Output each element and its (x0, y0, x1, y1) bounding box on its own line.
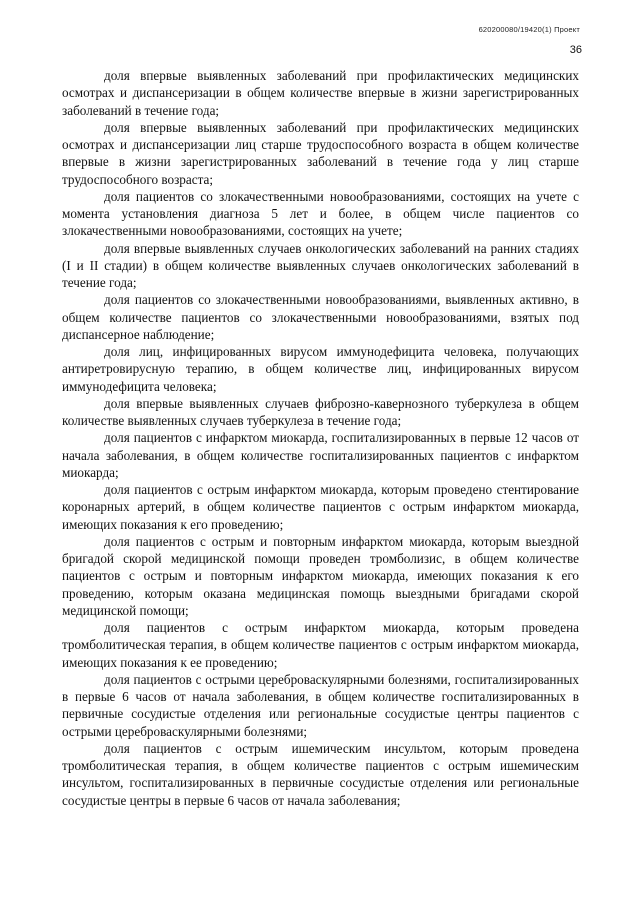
paragraph: доля пациентов с инфарктом миокарда, госпитализированных в первые 12 часов от начала заболевания, в общем количестве госпитализированных пациентов с инфарктом миокарда; (62, 430, 579, 480)
paragraph: доля пациентов со злокачественными новообразованиями, выявленных активно, в общем количестве пациентов со злокачественными новообразованиями, взятых под диспансерное наблюдение; (62, 292, 579, 342)
paragraph: доля впервые выявленных заболеваний при профилактических медицинских осмотрах и диспансеризации в общем количестве впервые в жизни зарегистрированных заболеваний в течение года; (62, 68, 579, 118)
paragraph: доля пациентов с острым инфарктом миокарда, которым проведено стентирование коронарных артерий, в общем количестве пациентов с острым инфарктом миокарда, имеющих показания к его проведению; (62, 482, 579, 532)
paragraph: доля пациентов со злокачественными новообразованиями, состоящих на учете с момента установления диагноза 5 лет и более, в общем числе пациентов со злокачественными новообразованиями, состоящих на учете; (62, 188, 579, 239)
paragraph: доля пациентов с острым ишемическим инсультом, которым проведена тромболитическая терапия, в общем количестве пациентов с острым ишемическим инсультом, госпитализированных в первичные сосудистые отделения или региональные сосудистые центры в первые 6 часов от начала заболевания; (62, 740, 579, 808)
paragraph: доля лиц, инфицированных вирусом иммунодефицита человека, получающих антиретровирусную терапию, в общем количестве лиц, инфицированных вирусом иммунодефицита человека; (62, 344, 579, 394)
paragraph: доля впервые выявленных заболеваний при профилактических медицинских осмотрах и диспансеризации лиц старше трудоспособного возраста в общем количестве впервые в жизни зарегистрированных заболеваний в течение года у лиц старше трудоспособного возраста; (62, 119, 579, 187)
paragraph: доля пациентов с острым инфарктом миокарда, которым проведена тромболитическая терапия, в общем количестве пациентов с острым инфарктом миокарда, имеющих показания к ее проведению; (62, 620, 579, 670)
page-number: 36 (569, 44, 582, 56)
paragraph: доля пациентов с острыми цереброваскулярными болезнями, госпитализированных в первые 6 часов от начала заболевания, в общем количестве госпитализированных в первичные сосудистые отделения или региональные сосудистые центры пациентов с острыми цереброваскулярными болезнями; (62, 671, 579, 739)
paragraph: доля впервые выявленных случаев онкологических заболеваний на ранних стадиях (I и II стадии) в общем количестве выявленных случаев онкологических заболеваний в течение года; (62, 240, 579, 290)
paragraph: доля пациентов с острым и повторным инфарктом миокарда, которым выездной бригадой скорой медицинской помощи проведен тромболизис, в общем количестве пациентов с острым и повторным инфарктом миокарда, имеющих показания к его проведению, которым оказана медицинская помощь выездными бригадами скорой медицинской помощи; (62, 533, 579, 618)
paragraph: доля впервые выявленных случаев фиброзно-кавернозного туберкулеза в общем количестве выявленных случаев туберкулеза в течение года; (62, 395, 579, 428)
document-code: 620200080/19420(1) Проект (478, 25, 580, 34)
body-text (62, 67, 579, 809)
